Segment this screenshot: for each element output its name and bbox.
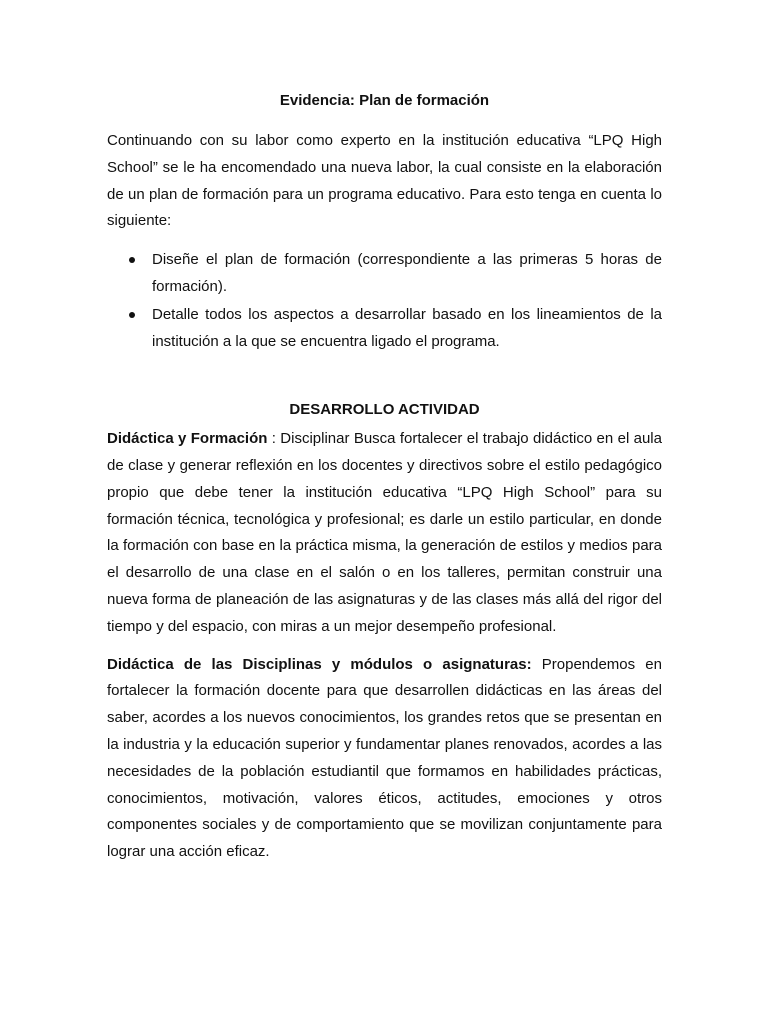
bullet-icon bbox=[129, 257, 135, 263]
body-paragraph bbox=[107, 426, 662, 640]
paragraph-heading: Didáctica y Formación bbox=[107, 430, 268, 448]
instruction-text: Diseñe el plan de formación (correspondiente a las primeras 5 horas de formación). bbox=[152, 251, 662, 296]
document-title: Evidencia: Plan de formación bbox=[279, 92, 490, 109]
document-content bbox=[107, 90, 662, 877]
instruction-item bbox=[107, 246, 662, 300]
section-title: DESARROLLO ACTIVIDAD bbox=[289, 401, 480, 419]
instruction-text: Detalle todos los aspectos a desarrollar basado en los lineamientos de la institución a la que se encuentra ligado el programa. bbox=[152, 306, 662, 351]
intro-paragraph: Continuando con su labor como experto en la institución educativa “LPQ High School” se le ha encomendado una nueva labor, la cual consiste en la elaboración de un plan de formación para un programa educativo. Para esto tenga en cuenta lo siguiente: bbox=[107, 132, 662, 230]
paragraph-text: : Disciplinar Busca fortalecer el trabajo didáctico en el aula de clase y generar reflexión en los docentes y directivos sobre el estilo pedagógico propio que debe tener la institución educativa “LPQ High School” para su formación técnica, tecnológica y profesional; es darle un estilo particular, en donde la formación con base en la práctica misma, la generación de estilos y medios para el desarrollo de una clase en el salón o en los talleres, permitan construir una nueva forma de planeación de las asignaturas y de las clases más allá del rigor del tiempo y del espacio, con miras a un mejor desempeño profesional. bbox=[107, 430, 662, 635]
paragraph-heading: Didáctica de las Disciplinas y módulos o asignaturas: bbox=[107, 655, 532, 673]
body-paragraph bbox=[107, 652, 662, 866]
instruction-list bbox=[107, 246, 662, 355]
instruction-item bbox=[107, 301, 662, 355]
bullet-icon bbox=[129, 312, 135, 318]
paragraph-text: Propendemos en fortalecer la formación docente para que desarrollen didácticas en las áreas del saber, acordes a los nuevos conocimientos, los grandes retos que se presentan en la industria y la educación superior y fundamentar planes renovados, acordes a las necesidades de la población estudiantil que formamos en habilidades prácticas, conocimientos, motivación, valores éticos, actitudes, emociones y otros componentes sociales y de comportamiento que se movilizan conjuntamente para lograr una acción eficaz. bbox=[107, 655, 662, 861]
